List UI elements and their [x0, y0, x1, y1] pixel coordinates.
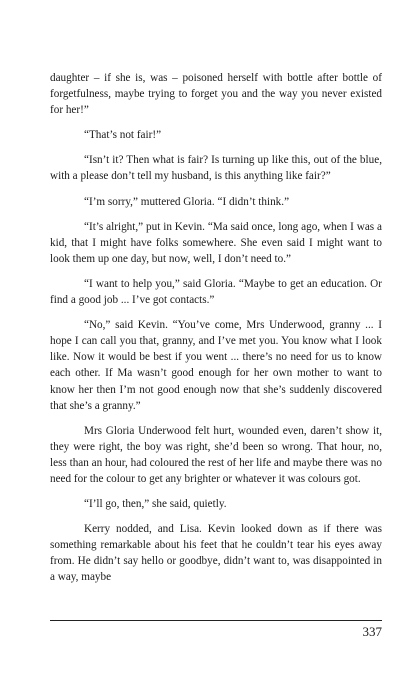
paragraph: “No,” said Kevin. “You’ve come, Mrs Underwood, granny ... I hope I can call you that, granny, and I’ve met you. You know what I look like. Now it would be best if you went ... there’s no need for us to know each other. If Ma wasn’t good enough for her own mother to want to know her then I’m not good enough now that she’s suddenly discovered that she’s a granny.” [50, 319, 382, 412]
paragraph: “Isn’t it? Then what is fair? Is turning up like this, out of the blue, with a please don’t tell my husband, is this anything like fair?” [50, 154, 382, 183]
footer-rule [50, 620, 382, 621]
paragraph: “I’ll go, then,” she said, quietly. [84, 498, 227, 511]
paragraph: Kerry nodded, and Lisa. Kevin looked down as if there was something remarkable about his feet that he couldn’t tear his eyes away from. He didn’t say hello or goodbye, didn’t want to, was disappointed in a way, maybe [50, 523, 382, 584]
paragraph: “I want to help you,” said Gloria. “Maybe to get an education. Or find a good job ... I’ve got contacts.” [50, 277, 382, 307]
paragraph: “I’m sorry,” muttered Gloria. “I didn’t think.” [84, 195, 290, 208]
paragraph: daughter – if she is, was – poisoned herself with bottle after bottle of forgetfulness, maybe trying to forget you and the way you never existed for her!” [50, 72, 382, 117]
page-number: 337 [362, 624, 382, 639]
paragraph: “That’s not fair!” [84, 129, 162, 142]
page-body [50, 70, 382, 595]
paragraph: Mrs Gloria Underwood felt hurt, wounded even, daren’t show it, they were right, the boy was right, she’d been so wrong. That hour, no, less than an hour, had coloured the rest of her life and maybe there was no need for the colour to get any brighter or whatever it was colours got. [50, 424, 382, 485]
paragraph: “It’s alright,” put in Kevin. “Ma said once, long ago, when I was a kid, that I might have folks somewhere. She even said I might want to look them up one day, but now, well, I don’t need to.” [50, 220, 382, 265]
